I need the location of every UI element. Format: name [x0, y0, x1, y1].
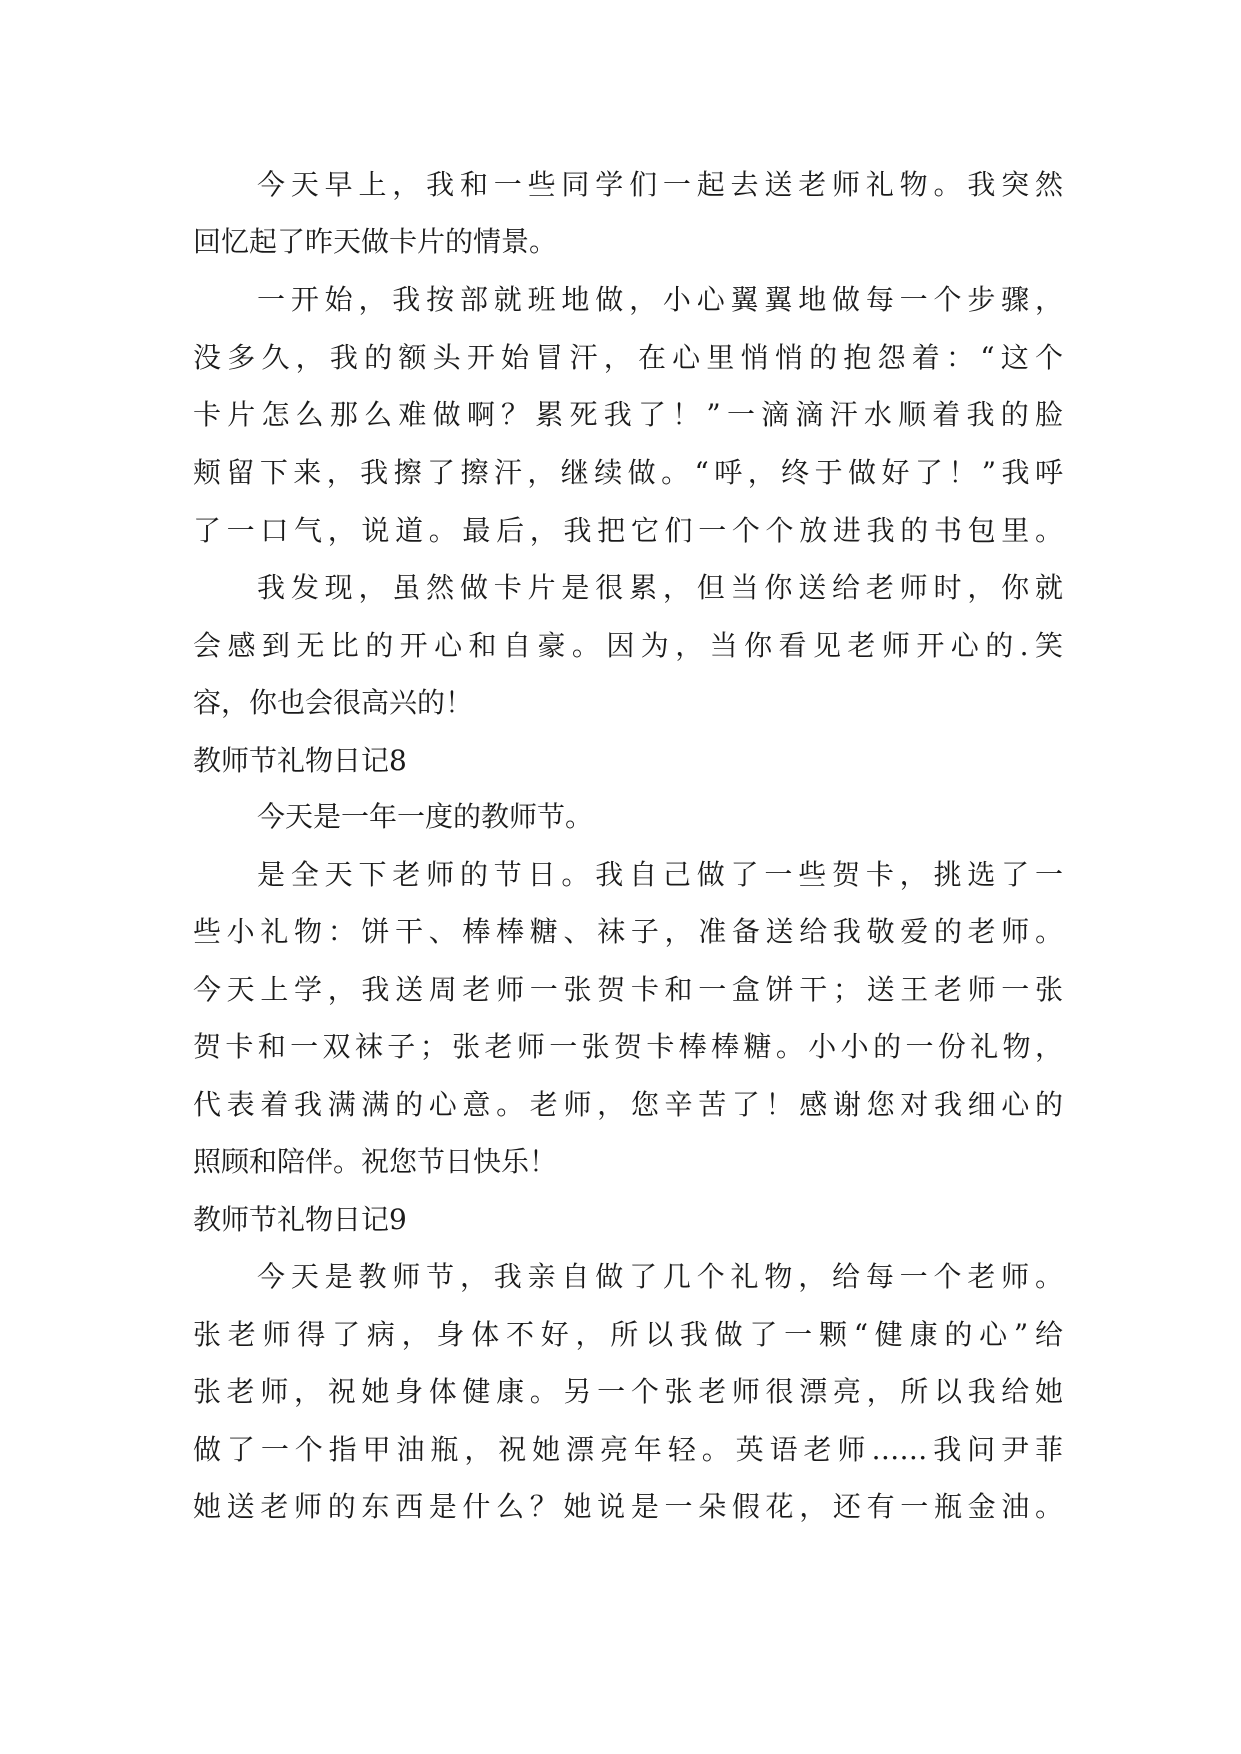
paragraph-6-line-5: 她送老师的东西是什么？她说是一朵假花，还有一瓶金油。	[193, 1490, 1063, 1523]
diary-heading-8: 教师节礼物日记8	[193, 744, 407, 777]
paragraph-6-line-4: 做了一个指甲油瓶，祝她漂亮年轻。英语老师……我问尹菲	[193, 1433, 1063, 1466]
paragraph-5-line-2: 些小礼物：饼干、棒棒糖、袜子，准备送给我敬爱的老师。	[193, 915, 1063, 948]
paragraph-2-line-3: 卡片怎么那么难做啊？累死我了！”一滴滴汗水顺着我的脸	[193, 398, 1063, 431]
paragraph-3-line-1: 我发现，虽然做卡片是很累，但当你送给老师时，你就	[257, 571, 1063, 604]
paragraph-6-line-2: 张老师得了病，身体不好，所以我做了一颗“健康的心”给	[193, 1318, 1063, 1351]
paragraph-2-line-1: 一开始，我按部就班地做，小心翼翼地做每一个步骤，	[257, 283, 1063, 316]
paragraph-5-line-1: 是全天下老师的节日。我自己做了一些贺卡，挑选了一	[257, 858, 1063, 891]
paragraph-5-line-5: 代表着我满满的心意。老师，您辛苦了！感谢您对我细心的	[193, 1088, 1063, 1121]
paragraph-3-line-3: 容，你也会很高兴的！	[193, 686, 474, 719]
paragraph-5-line-3: 今天上学，我送周老师一张贺卡和一盒饼干；送王老师一张	[193, 973, 1063, 1006]
paragraph-1-line-2: 回忆起了昨天做卡片的情景。	[193, 225, 558, 258]
paragraph-4-line-1: 今天是一年一度的教师节。	[257, 800, 594, 833]
paragraph-3-line-2: 会感到无比的开心和自豪。因为，当你看见老师开心的.笑	[193, 629, 1063, 662]
diary-heading-9: 教师节礼物日记9	[193, 1203, 407, 1236]
paragraph-1-line-1: 今天早上，我和一些同学们一起去送老师礼物。我突然	[257, 168, 1063, 201]
paragraph-5-line-6: 照顾和陪伴。祝您节日快乐！	[193, 1145, 558, 1178]
paragraph-6-line-3: 张老师，祝她身体健康。另一个张老师很漂亮，所以我给她	[193, 1375, 1063, 1408]
paragraph-2-line-4: 颊留下来，我擦了擦汗，继续做。“呼，终于做好了！”我呼	[193, 456, 1063, 489]
paragraph-5-line-4: 贺卡和一双袜子；张老师一张贺卡棒棒糖。小小的一份礼物，	[193, 1030, 1063, 1063]
paragraph-6-line-1: 今天是教师节，我亲自做了几个礼物，给每一个老师。	[257, 1260, 1063, 1293]
paragraph-2-line-5: 了一口气，说道。最后，我把它们一个个放进我的书包里。	[193, 514, 1063, 547]
paragraph-2-line-2: 没多久，我的额头开始冒汗，在心里悄悄的抱怨着：“这个	[193, 341, 1063, 374]
